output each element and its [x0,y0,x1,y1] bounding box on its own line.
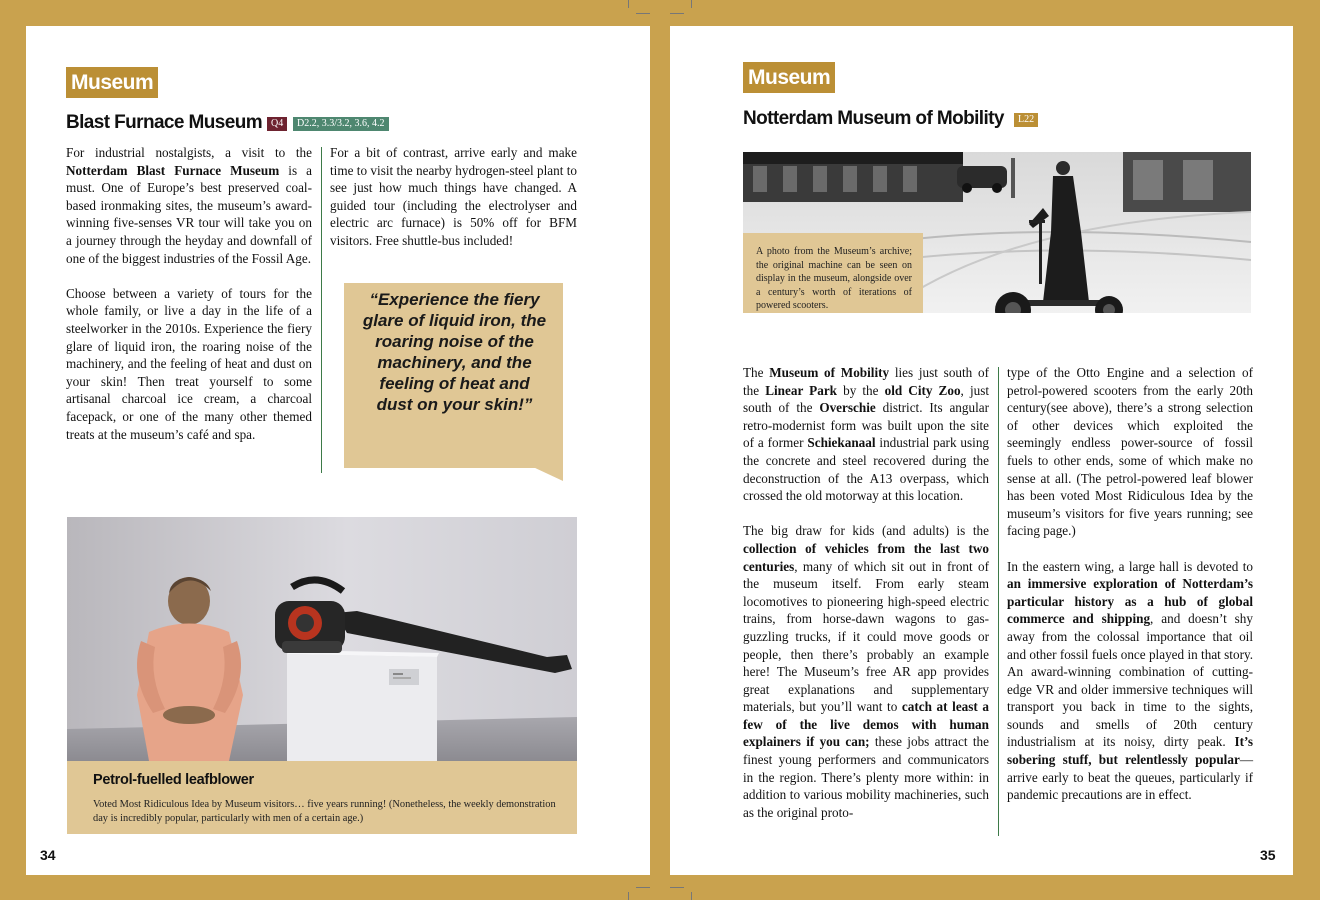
caption-text: Voted Most Ridiculous Idea by Museum visitors… five years running! (Nonetheless, the weekly demonstration day is incredibly popular, particularly with men of a certain age.) [93,799,556,824]
section-tag: Museum [66,67,158,98]
pull-quote-text: “Experience the fiery glare of liquid iron, the roaring noise of the machinery, and the feeling of heat and dust on your skin!” [362,290,547,414]
text: The [743,365,770,380]
column-2 [330,144,577,267]
text-bold: catch at least a few of the live demos with human explainers if you can; [743,699,989,750]
text-bold: old City Zoo [884,382,961,398]
photo-caption [67,761,577,834]
column-divider [998,367,999,836]
text-bold: Overschie [819,400,876,416]
paragraph [743,522,989,821]
caption-text: A photo from the Museum’s archive; the original machine can be seen on display in the museum, alongside over a century’s worth of iterations of powered scooters. [756,246,912,312]
crop-mark [691,892,692,900]
pull-quote [344,283,563,468]
text-bold: It’s sobering stuff, but relentlessly popular [1007,734,1253,768]
crop-mark [691,0,692,8]
page-number: 34 [40,847,56,863]
photo-caption [743,233,923,313]
text: , and doesn’t shy away from the colossal importance that oil and other fossil fuels once played in that story. An award-winning combination of cutting-edge VR and older immersive techniques will transport you back in time to the sights, sounds and smells of 20th century industrialism at its noisy, dirty peak. [1007,611,1253,750]
article-title: Notterdam Museum of Mobility [743,108,1004,129]
crop-mark [670,887,684,888]
text: , many of which sit out in front of the museum itself. From early steam locomotives to pioneering high-speed electric trains, from horse-dawn wagons to gas-guzzling trucks, if it could move goods or people, then there’s probably an example here! The Museum’s free AR app provides great explanations and supplementary materials, but you’ll want to [743,558,989,715]
column-2 [1007,364,1253,821]
text-bold: collection of vehicles from the last two centuries [743,540,989,574]
text: —arrive early to beat the queues, particularly if pandemic precautions are in effect. [1007,752,1253,803]
text-bold: Linear Park [765,382,838,398]
text: is a must. One of Europe’s best preserved coal-based ironmaking sites, the museum’s award-winning five-senses VR tour will take you on a journey through the heyday and downfall of one of the biggest industries of the Fossil Age. [66,162,312,266]
section-tag: Museum [743,62,835,93]
text: In the eastern wing, a large hall is devoted to [1007,558,1253,574]
text: For industrial nostalgists, a visit to the [66,145,312,160]
text: these jobs attract the finest young performers and communicators in the region. There’s plenty more within: in addition to various mobility machineries, such as the original proto- [743,734,989,820]
text: lies just south of the [743,365,989,398]
leafblower-photo [67,517,577,761]
caption-title: Petrol-fuelled leafblower [93,772,254,788]
paragraph: type of the Otto Engine and a selection of petrol-powered scooters from the early 20th century(see above), there’s a strong selection of other devices which exploited the seemingly endless power-source of fossil fuels to other ends, some of which make no sense at all. (The petrol-powered leaf blower has been voted Most Ridiculous Idea by the museum’s visitors for five years running; see facing page.) [1007,365,1253,539]
text-bold: an immersive exploration of Notterdam’s particular history as a hub of global commerce and shipping [1007,576,1253,627]
crop-mark [628,892,629,900]
paragraph [1007,558,1253,804]
crop-mark [636,887,650,888]
column-1 [743,364,989,839]
paragraph [66,144,312,267]
text: , just south of the [743,382,989,416]
crop-mark [636,13,650,14]
right-page [670,26,1293,875]
location-badge: L22 [1014,113,1038,127]
text-bold: Schiekanaal [807,435,876,451]
article-title: Blast Furnace Museum [66,112,262,133]
paragraph [743,364,989,505]
text-bold: Museum of Mobility [769,365,890,380]
text: by the [837,382,885,398]
museum-name: Notterdam Blast Furnace Museum [66,162,280,178]
column-1 [66,144,312,461]
column-divider [321,147,322,473]
paragraph: For a bit of contrast, arrive early and make time to visit the nearby hydrogen-steel plant to see just how much things have changed. A guided tour (including the electrolyser and electric arc furnace) is 50% off for BFM visitors. Free shuttle-bus included! [330,145,577,248]
crop-mark [628,0,629,8]
text: district. Its angular retro-modernist form was built upon the site of a former [743,400,989,451]
location-badge: Q4 [267,117,287,131]
reference-badge: D2.2, 3.3/3.2, 3.6, 4.2 [293,117,389,131]
page-number: 35 [1260,847,1276,863]
speech-tail [533,467,563,481]
crop-mark [670,13,684,14]
paragraph: Choose between a variety of tours for the whole family, or live a day in the life of a steelworker in the 2010s. Experience the fiery glare of liquid iron, the roaring noise of the machinery, and the feeling of heat and dust on your skin! Then treat yourself to some artisanal charcoal ice cream, a charcoal facepack, or one of the many other themed treats at the museum’s café and spa. [66,285,312,442]
text: The big draw for kids (and adults) is the [743,523,989,539]
text: industrial park using the concrete and steel recovered during the deconstruction of the A13 overpass, which crossed the old motorway at this location. [743,435,990,504]
left-page [26,26,650,875]
